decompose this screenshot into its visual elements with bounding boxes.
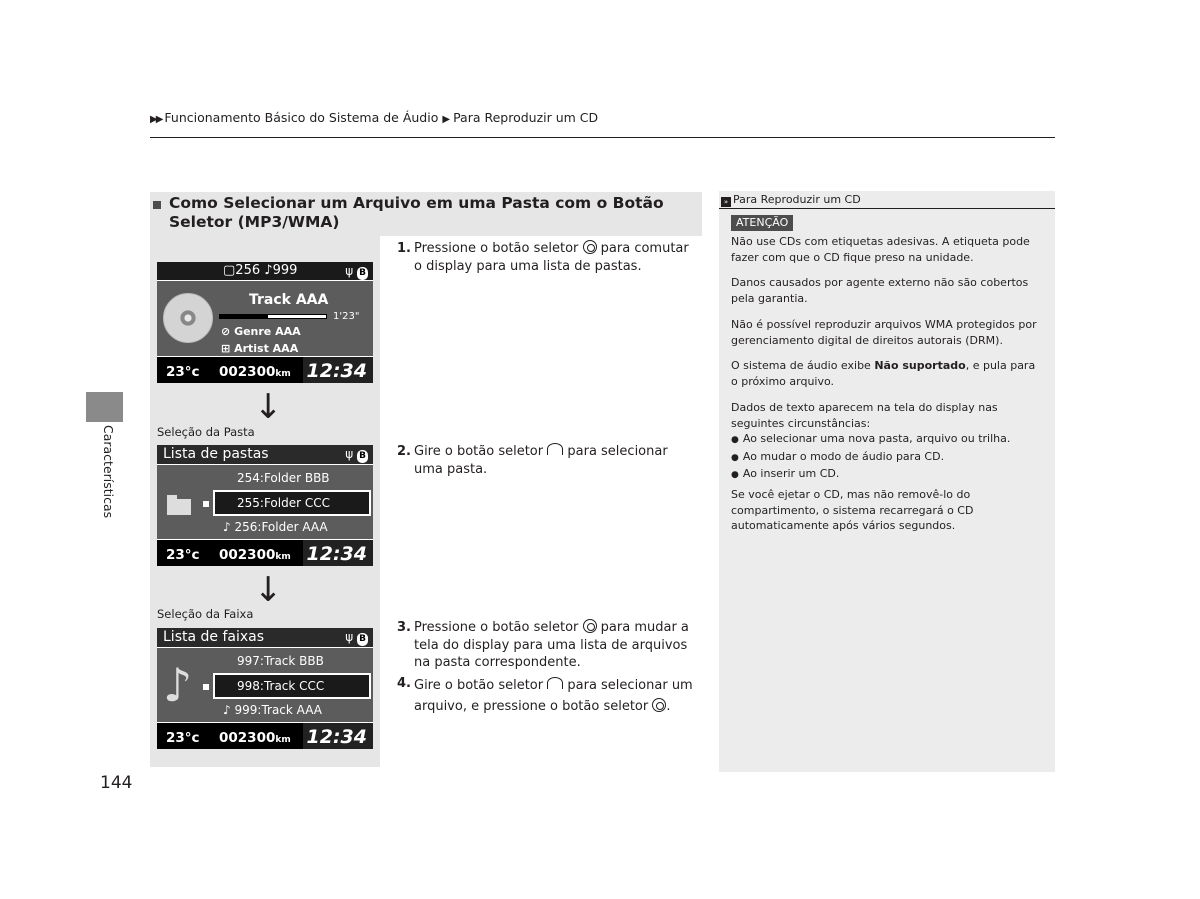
temperature: 23°c: [166, 547, 200, 563]
down-arrow-icon: ↓: [254, 570, 283, 610]
usb-icon: ψ: [345, 630, 354, 644]
step-text: [414, 675, 697, 717]
usb-icon: ψ: [345, 447, 354, 461]
breadcrumb-item-2: Para Reproduzir um CD: [453, 110, 599, 125]
artist-row: [221, 342, 298, 355]
odometer-value: 002300: [219, 730, 276, 746]
usb-icon: ψ: [345, 264, 354, 278]
current-note-icon: ♪: [223, 703, 231, 717]
screen-title-bar: [157, 628, 373, 647]
note-paragraph: Se você ejetar o CD, mas não removê-lo do compartimento, o sistema recarregará o CD automaticamente após vários segundos.: [731, 488, 974, 532]
selection-marker: [203, 501, 209, 507]
list-item-text: 256:Folder AAA: [234, 520, 328, 534]
step-text-mid: para selecionar um arquivo, e pressione o botão seletor: [414, 678, 693, 714]
status-icons: [345, 630, 368, 646]
step-text-pre: Gire o botão seletor: [414, 678, 544, 693]
caption-folder: Seleção da Pasta: [157, 425, 255, 439]
odometer-unit: km: [275, 552, 291, 562]
status-icons: [345, 264, 368, 280]
current-note-icon: ♪: [223, 520, 231, 534]
step-text-post: para selecionar uma pasta.: [414, 444, 668, 477]
down-arrow-icon: ↓: [254, 387, 283, 427]
step-text-pre: Pressione o botão seletor: [414, 620, 579, 635]
step-text-post: para mudar a tela do display para uma lista de arquivos na pasta correspondente.: [414, 620, 689, 670]
reference-icon: »: [721, 197, 731, 207]
sidebar-header-text: Para Reproduzir um CD: [733, 193, 861, 206]
list-item: 254:Folder BBB: [237, 471, 330, 485]
list-item-text: 999:Track AAA: [234, 703, 322, 717]
step-text: [414, 443, 697, 478]
step-text-post: para comutar o display para uma lista de pastas.: [414, 241, 689, 274]
bullet-item: ● Ao selecionar uma nova pasta, arquivo ou trilha.: [731, 431, 1043, 449]
note-paragraph: Não use CDs com etiquetas adesivas. A etiqueta pode fazer com que o CD fique preso na unidade.: [731, 235, 1030, 264]
chapter-label: Características: [101, 425, 116, 519]
step-text-pre: Gire o botão seletor: [414, 444, 544, 459]
clock: 12:34: [306, 543, 367, 565]
progress-fill: [220, 315, 268, 318]
screen-bottom-bar: [157, 723, 373, 749]
note-text: , e pula para o próximo arquivo.: [731, 359, 1036, 388]
folder-count: 256: [235, 263, 261, 278]
notes-sidebar: [719, 191, 1055, 772]
display-folder-list: [157, 445, 373, 566]
step-number: 4.: [397, 676, 411, 691]
selector-press-icon: [652, 698, 666, 712]
step-text-pre: Pressione o botão seletor: [414, 241, 579, 256]
track-title: Track AAA: [249, 292, 329, 308]
folder-count-row: [223, 263, 297, 278]
step-number: 1.: [397, 241, 411, 256]
note-paragraph: [731, 400, 1043, 484]
selection-marker: [203, 684, 209, 690]
bullet-item: ● Ao inserir um CD.: [731, 466, 1043, 484]
track-time: 1'23": [333, 311, 360, 322]
artist-text: Artist AAA: [234, 342, 299, 355]
section-heading: [150, 192, 702, 236]
odometer-value: 002300: [219, 547, 276, 563]
selector-rotate-icon: [547, 443, 563, 455]
section-title: Como Selecionar um Arquivo em uma Pasta com o Botão Seletor (MP3/WMA): [169, 194, 664, 231]
display-play-screen: [157, 262, 373, 383]
odometer-unit: km: [275, 735, 291, 745]
breadcrumb-item-1: Funcionamento Básico do Sistema de Áudio: [164, 110, 439, 125]
track-note-icon: ♪: [264, 263, 273, 278]
selector-rotate-icon: [547, 677, 563, 689]
odometer: [219, 364, 291, 380]
artist-icon: ⊞: [221, 342, 231, 355]
odometer: [219, 547, 291, 563]
step-text: [414, 619, 697, 672]
list-item-current: [223, 703, 322, 717]
breadcrumb-arrow-icon: ▶▶: [150, 114, 162, 125]
screen-status-bar: [157, 262, 373, 280]
odometer: [219, 730, 291, 746]
progress-bar: [219, 314, 327, 319]
track-list-title: Lista de faixas: [163, 629, 265, 645]
folder-large-icon: [167, 499, 191, 515]
note-text: O sistema de áudio exibe: [731, 359, 871, 372]
bluetooth-icon: B: [357, 450, 368, 463]
page-number: 144: [100, 773, 133, 793]
genre-icon: ⊘: [221, 325, 231, 338]
list-item-current: [223, 520, 328, 534]
genre-text: Genre AAA: [234, 325, 301, 338]
temperature: 23°c: [166, 730, 200, 746]
screen-main-area: [157, 280, 373, 357]
selector-press-icon: [583, 240, 597, 254]
step-number: 3.: [397, 620, 411, 635]
list-item: 997:Track BBB: [237, 654, 324, 668]
chapter-tab: [86, 392, 123, 422]
step-number: 2.: [397, 444, 411, 459]
sidebar-header: [719, 191, 1055, 209]
caption-track: Seleção da Faixa: [157, 607, 254, 621]
music-note-icon: ♪: [163, 658, 193, 712]
note-text: Dados de texto aparecem na tela do display nas seguintes circunstâncias:: [731, 401, 998, 430]
bullet-item: ● Ao mudar o modo de áudio para CD.: [731, 449, 1043, 467]
track-count: 999: [272, 263, 298, 278]
odometer-unit: km: [275, 369, 291, 379]
attention-badge: ATENÇÃO: [731, 215, 793, 231]
step-text-post: .: [666, 699, 671, 714]
note-paragraph: Danos causados por agente externo não são cobertos pela garantia.: [731, 276, 1029, 305]
header-rule: [150, 137, 1055, 138]
breadcrumb-arrow-icon: ▶: [442, 114, 451, 125]
list-item-selected: 998:Track CCC: [237, 679, 325, 693]
screen-list-area: [157, 464, 373, 540]
step-text: [414, 240, 697, 275]
clock: 12:34: [306, 726, 367, 748]
selector-press-icon: [583, 619, 597, 633]
bluetooth-icon: B: [357, 633, 368, 646]
note-paragraph: [731, 358, 1043, 389]
screen-bottom-bar: [157, 357, 373, 383]
display-track-list: [157, 628, 373, 749]
folder-icon: ▢: [223, 263, 236, 278]
list-item-selected: 255:Folder CCC: [237, 496, 330, 510]
folder-list-title: Lista de pastas: [163, 446, 269, 462]
status-icons: [345, 447, 368, 463]
screen-list-area: [157, 647, 373, 723]
temperature: 23°c: [166, 364, 200, 380]
square-bullet-icon: [153, 201, 161, 209]
genre-row: [221, 325, 301, 338]
note-paragraph: Não é possível reproduzir arquivos WMA protegidos por gerenciamento digital de direitos autorais (DRM).: [731, 318, 1037, 347]
bluetooth-icon: B: [357, 267, 368, 280]
note-bold-text: Não suportado: [874, 359, 966, 372]
breadcrumb: [150, 110, 598, 125]
odometer-value: 002300: [219, 364, 276, 380]
clock: 12:34: [306, 360, 367, 382]
cd-disc-icon: [163, 293, 213, 343]
screen-title-bar: [157, 445, 373, 464]
screen-bottom-bar: [157, 540, 373, 566]
